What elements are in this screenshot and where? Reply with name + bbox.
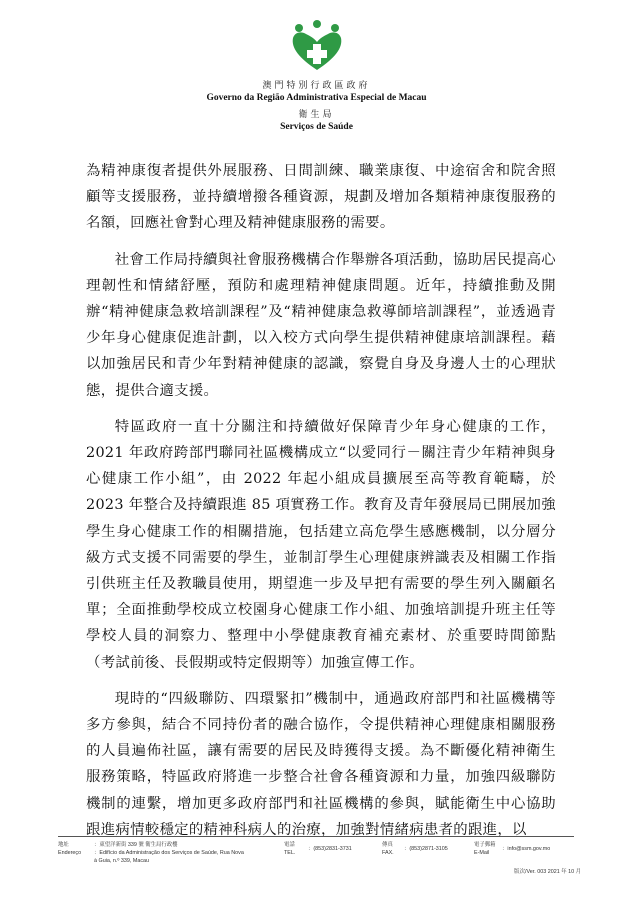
government-name-chinese: 澳門特別行政區政府 bbox=[262, 81, 371, 91]
paragraph: 為精神康復者提供外展服務、日間訓練、職業康復、中途宿舍和院舍照顧等支援服務，並持續增撥各種資源，規劃及增加各類精神康復服務的名額，回應社會對心理及精神健康服務的需要。 bbox=[86, 163, 556, 232]
footer-divider bbox=[58, 836, 574, 837]
email-label: 電子郵箱 E-Mail bbox=[474, 842, 496, 856]
telephone-label: 電話 TEL. bbox=[284, 842, 296, 856]
fax-value: ：(853)2871-3105 bbox=[404, 846, 448, 852]
paragraph: 社會工作局持續與社會服務機構合作舉辦各項活動，協助居民提高心理韌性和情緒舒壓，預防和處理精神健康問題。近年，持續推動及開辦“精神健康急救培訓課程”及“精神健康急救導師培訓課程”，並透過青少年身心健康促進計劃，以入校方式向學生提供精神健康培訓課程。藉以加強居民和青少年對精神健康的認識，察覺自身及身邊人士的心理狀態，提供合適支援。 bbox=[86, 251, 556, 399]
address-label: 地址 Endereço bbox=[58, 842, 82, 856]
document-version: 版次/Ver. 003 2021 年 10 月 bbox=[514, 869, 581, 875]
government-name-portuguese: Governo da Região Administrativa Especial de Macau bbox=[206, 93, 427, 103]
ssm-heart-cross-logo-icon bbox=[289, 20, 345, 72]
department-name-chinese: 衛生局 bbox=[298, 110, 335, 120]
paragraph: 現時的“四級聯防、四環緊扣”機制中，通過政府部門和社區機構等多方參與，結合不同持份者的融合協作，令提供精神心理健康相關服務的人員遍佈社區，讓有需要的居民及時獲得支援。為不斷優化精神衛生服務策略，特區政府將進一步整合社會各種資源和力量，加強四級聯防機制的連繫，增加更多政府部門和社區機構的參與，賦能衛生中心協助跟進病情較穩定的精神科病人的治療，加強對情緒病患者的跟進，以 bbox=[86, 690, 556, 838]
paragraph: 特區政府一直十分關注和持續做好保障青少年身心健康的工作，2021 年政府跨部門聯同社區機構成立“以愛同行－關注青少年精神與身心健康工作小組”，由 2022 年起小組成員擴展至高等教育範疇，於 2023 年整合及持續跟進 85 項實務工作。教育及青年發展局已開展加強學生身心健康工作的相關措施，包括建立高危學生感應機制，以分層分級方式支援不同需要的學生，並制訂學生心理健康辨識表及相關工作指引供班主任及教職員使用，期望進一步及早把有需要的學生列入關顧名單；全面推動學校成立校園身心健康工作小組、加強培訓提升班主任等學校人員的洞察力、整理中小學健康教育補充素材、於重要時間節點（考試前後、長假期或特定假期等）加強宣傳工作。 bbox=[86, 418, 556, 671]
letterhead bbox=[0, 20, 633, 132]
address-value: ：東望洋新街 339 號 衛生局行政樓 ：Edifício da Administração dos Serviços de Saúde, Rua Nova à Guia, n.º 339, Macau bbox=[94, 842, 244, 864]
document-body bbox=[86, 158, 556, 853]
fax-label: 傳真 FAX. bbox=[382, 842, 394, 856]
email-value: ：info@ssm.gov.mo bbox=[502, 846, 551, 852]
telephone-value: ：(853)2831-3731 bbox=[308, 846, 352, 852]
department-name-portuguese: Serviços de Saúde bbox=[280, 122, 353, 132]
